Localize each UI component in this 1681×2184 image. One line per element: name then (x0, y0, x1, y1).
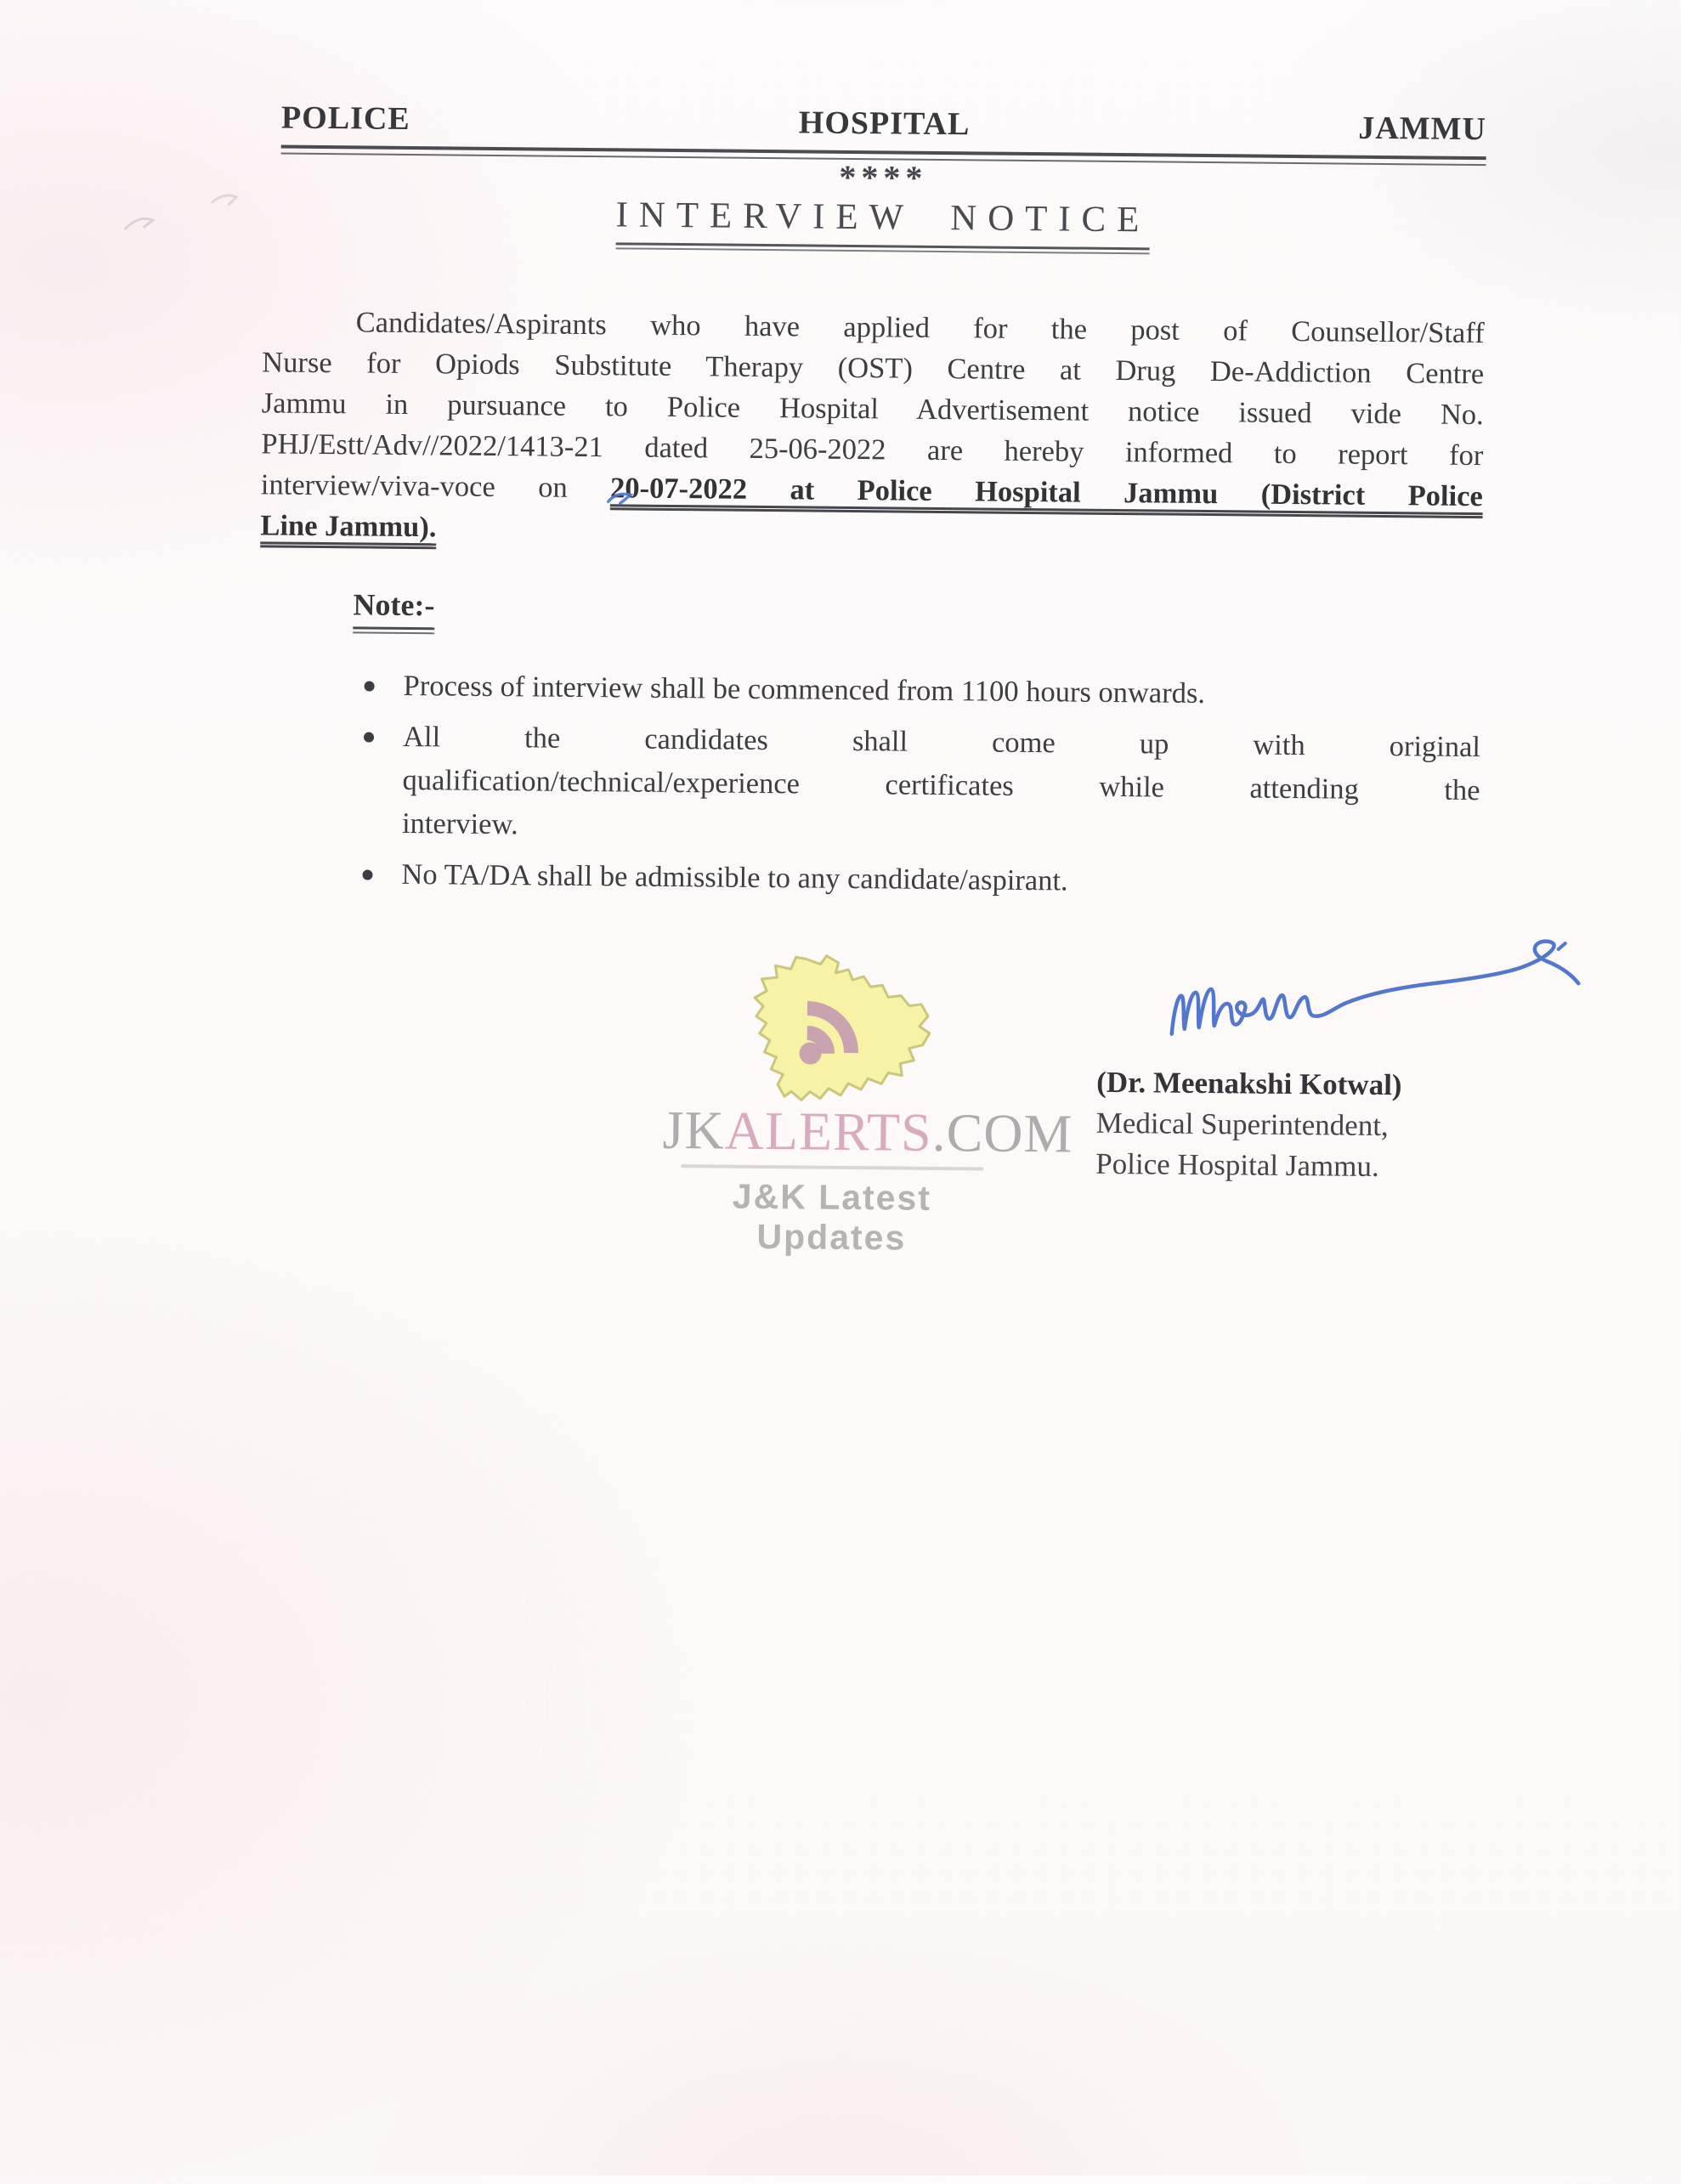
signatory-block (1095, 1062, 1402, 1187)
brand-alerts: ALERTS (724, 1100, 933, 1163)
watermark-divider (681, 1164, 983, 1170)
notice-title-row (280, 191, 1486, 258)
brand-com: .COM (931, 1101, 1073, 1164)
list-item (350, 852, 1479, 907)
list-item (352, 664, 1480, 718)
note-bullet-list (350, 664, 1481, 914)
body-line-3: Jammu in pursuance to Police Hospital Advertisement notice issued vide No. (261, 387, 1484, 432)
note-heading-row (353, 586, 434, 634)
blue-ink-mark (606, 488, 643, 510)
bullet-2-line-1: All the candidates shall come up with original (402, 720, 1481, 764)
interview-location-cont: Line Jammu). (260, 509, 437, 544)
bullet-2-line-2: qualification/technical/experience certificates while attending the (402, 763, 1480, 807)
bullet-2-line-3: interview. (401, 806, 518, 841)
brand-jk: JK (662, 1099, 726, 1161)
bullet-3-text: No TA/DA shall be admissible to any candidate/aspirant. (401, 857, 1068, 897)
body-line-1: Candidates/Aspirants who have applied for the post of Counsellor/Staff (355, 306, 1485, 350)
signatory-title-1: Medical Superintendent, (1095, 1106, 1389, 1143)
signatory-title-2: Police Hospital Jammu. (1095, 1146, 1379, 1183)
signature-ink (1157, 931, 1594, 1078)
notice-title: INTERVIEW NOTICE (615, 195, 1151, 240)
list-item (351, 715, 1480, 856)
body-line-4: PHJ/Estt/Adv//2022/1413-21 dated 25-06-2022 are hereby informed to report for (261, 427, 1484, 472)
notice-body (260, 301, 1485, 557)
watermark-tagline: J&K Latest Updates (732, 1176, 932, 1258)
jkalerts-watermark (661, 949, 1073, 1259)
jk-map-icon (732, 950, 936, 1106)
pen-mark (119, 181, 281, 251)
interview-date-location: 20-07-2022 at Police Hospital Jammu (District Police (609, 472, 1483, 513)
note-heading: Note:- (353, 586, 434, 634)
body-line-5-regular: interview/viva-voce on (260, 468, 611, 505)
bullet-1-text: Process of interview shall be commenced from 1100 hours onwards. (403, 669, 1206, 710)
letterhead-right: JAMMU (1358, 110, 1487, 148)
letterhead-left: POLICE (280, 99, 410, 137)
letterhead-center: HOSPITAL (798, 105, 971, 143)
notice-title-underline (615, 194, 1150, 254)
stars-separator: **** (839, 157, 928, 197)
letterhead (281, 99, 1486, 149)
signatory-name: (Dr. Meenakshi Kotwal) (1096, 1065, 1402, 1102)
body-line-2: Nurse for Opiods Substitute Therapy (OST) Centre at Drug De-Addiction Centre (262, 346, 1485, 391)
jkalerts-brand (662, 1099, 1073, 1164)
